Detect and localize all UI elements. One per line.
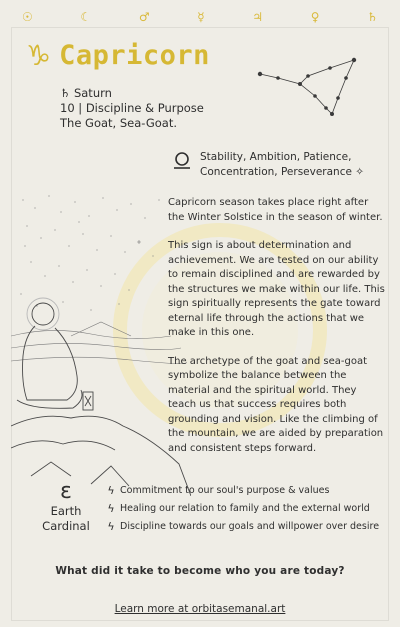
- affirmations-list: [106, 481, 396, 535]
- lightning-icon: ϟ: [107, 519, 115, 533]
- ruling-planet: ♄ Saturn: [60, 86, 112, 100]
- balance-icon: [172, 150, 192, 172]
- affirmation-text: Healing our relation to family and the external world: [120, 502, 370, 514]
- mercury-icon: ☿: [197, 10, 205, 24]
- sign-name: Capricorn: [59, 40, 210, 71]
- constellation-icon: [250, 50, 370, 130]
- sign-title: [26, 38, 210, 74]
- venus-icon: ♀: [310, 10, 320, 24]
- sign-symbol: The Goat, Sea-Goat.: [60, 116, 178, 130]
- moon-icon: ☾: [80, 10, 92, 24]
- saturn-icon: ♄: [367, 10, 378, 24]
- sign-description: [168, 196, 386, 470]
- planet-symbol-row: [0, 6, 400, 28]
- description-paragraph: The archetype of the goat and sea-goat symbolize the balance between the material and the spiritual world. They teach us that success requires both grounding and vision. Like the climbing of the mountain, we are aided by preparation and consistent steps forward.: [168, 355, 384, 454]
- element-block: [28, 480, 104, 534]
- list-item: [106, 517, 396, 535]
- mars-icon: ♂: [138, 10, 150, 24]
- description-paragraph: This sign is about determination and achievement. We are tested on our ability to remain disciplined and are rewarded by the structures we make within our life. This sign spiritually represents the gate toward eternal life through the actions that we make in this one.: [168, 240, 385, 338]
- description-paragraph: Capricorn season takes place right after the Winter Solstice in the season of winter.: [168, 197, 383, 223]
- meditating-figure-illustration: [11, 186, 191, 496]
- sign-facts: [60, 86, 204, 131]
- jupiter-icon: ♃: [252, 10, 264, 24]
- traits-line-2: Concentration, Perseverance ✧: [200, 166, 365, 178]
- traits-block: [172, 150, 392, 182]
- list-item: [106, 499, 396, 517]
- affirmation-text: Commitment to our soul's purpose & values: [120, 484, 330, 496]
- traits-line-1: Stability, Ambition, Patience,: [200, 151, 352, 163]
- sun-icon: ☉: [22, 10, 33, 24]
- learn-more-link[interactable]: Learn more at orbitasemanal.art: [114, 603, 286, 615]
- capricorn-icon: ♑: [26, 39, 52, 72]
- reflection-question: What did it take to become who you are today?: [55, 565, 345, 577]
- element-name: Earth: [50, 504, 82, 518]
- lightning-icon: ϟ: [107, 501, 115, 515]
- earth-element-icon: ɛ: [60, 479, 72, 504]
- house-info: 10 | Discipline & Purpose: [60, 101, 204, 115]
- list-item: [106, 481, 396, 499]
- element-modality: Cardinal: [42, 519, 90, 533]
- lightning-icon: ϟ: [107, 483, 115, 497]
- affirmation-text: Discipline towards our goals and willpower over desire: [120, 520, 380, 532]
